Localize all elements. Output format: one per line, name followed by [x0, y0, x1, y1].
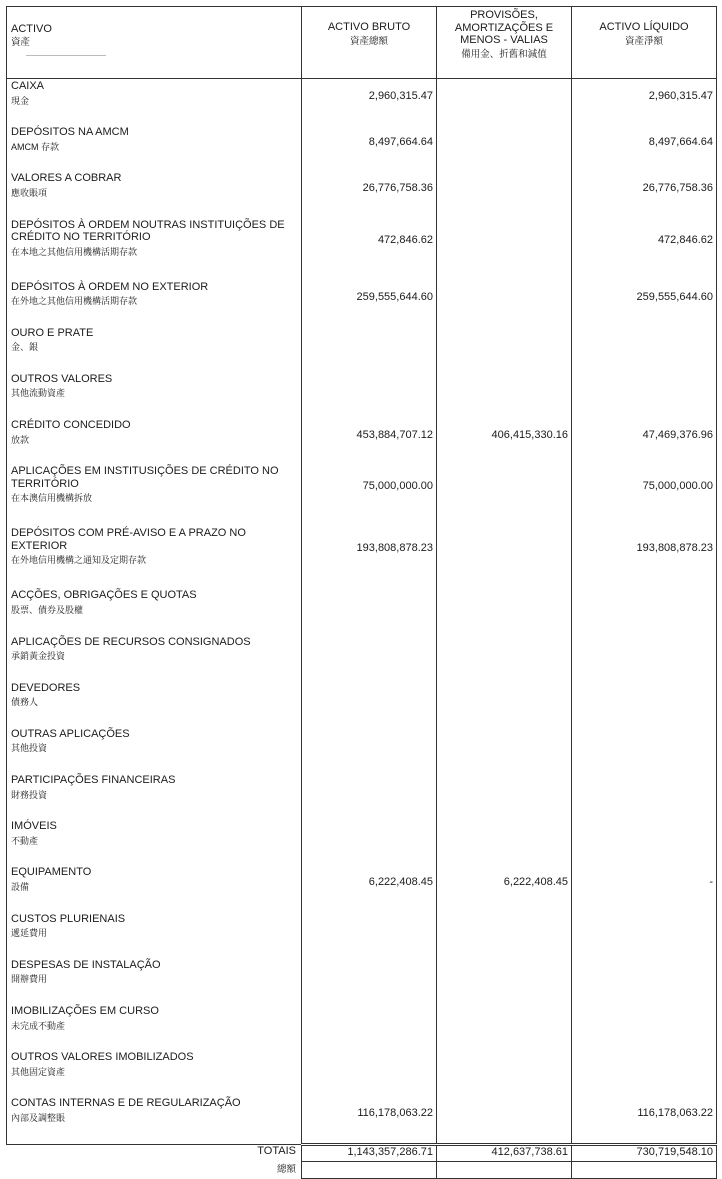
row-label-pt: CAIXA [11, 80, 45, 92]
row-label-pt: VALORES A COBRAR [11, 172, 122, 185]
table-row [7, 1004, 717, 1050]
rows-body [7, 79, 717, 1145]
row-label [7, 865, 302, 911]
row-label-pt: DEPÓSITOS À ORDEM NOUTRAS INSTITUIÇÕES DE CRÉDITO NO TERRITÓRIO [11, 218, 285, 244]
table-row [7, 1096, 717, 1144]
row-label [7, 958, 302, 1004]
row-provisions: 6,222,408.45 [437, 865, 572, 911]
row-label-zh: 在本澳信用機構拆放 [11, 493, 93, 504]
row-gross [302, 635, 437, 681]
row-net [572, 326, 717, 372]
row-label [7, 912, 302, 958]
table-row [7, 727, 717, 773]
header-activo-bruto [302, 7, 437, 79]
totals-label: TOTAIS [257, 1144, 296, 1157]
row-label-pt: DEVEDORES [11, 681, 81, 694]
row-provisions [437, 280, 572, 326]
row-gross: 6,222,408.45 [302, 865, 437, 911]
row-label [7, 773, 302, 819]
table-row [7, 912, 717, 958]
table-row [7, 819, 717, 865]
row-provisions [437, 79, 572, 126]
row-net: 472,846.62 [572, 218, 717, 280]
row-net [572, 588, 717, 634]
header-activo [7, 7, 302, 79]
header-gross-zh: 資產總額 [349, 35, 388, 47]
row-net [572, 727, 717, 773]
row-label [7, 418, 302, 464]
table-row [7, 588, 717, 634]
row-label-zh: 現金 [11, 95, 30, 106]
row-label-pt: OURO E PRATE [11, 326, 94, 339]
row-label [7, 464, 302, 526]
row-net [572, 635, 717, 681]
row-label-pt: OUTRAS APLICAÇÕES [11, 727, 130, 740]
row-label-zh: 其他流動資產 [11, 388, 66, 399]
totals-provisions-blank [437, 1161, 572, 1178]
row-net [572, 681, 717, 727]
table-row [7, 1050, 717, 1096]
row-net: - [572, 865, 717, 911]
row-label-zh: 承銷黃金投資 [11, 651, 66, 661]
row-provisions [437, 526, 572, 588]
row-gross: 259,555,644.60 [302, 280, 437, 326]
row-label-pt: OUTROS VALORES IMOBILIZADOS [11, 1051, 194, 1064]
row-label-zh: 應收賬項 [11, 187, 48, 198]
header-net-pt: ACTIVO LÍQUIDO [599, 21, 689, 33]
row-label-pt: APLICAÇÕES EM INSTITUSIÇÕES DE CRÉDITO NO TERRITÓRIO [11, 465, 279, 490]
row-net [572, 372, 717, 418]
header-activo-pt: ACTIVO [11, 23, 52, 35]
row-label-zh: AMCM 存款 [11, 141, 59, 152]
header-prov-zh: 備用金、折舊和減值 [461, 48, 547, 60]
totals-gross: 1,143,357,286.71 [302, 1144, 437, 1161]
row-label-pt: CRÉDITO CONCEDIDO [11, 419, 131, 432]
totals-label-zh: 總額 [276, 1164, 296, 1176]
row-label [7, 681, 302, 727]
row-provisions [437, 912, 572, 958]
row-net: 8,497,664.64 [572, 125, 717, 171]
row-label-pt: ACÇÕES, OBRIGAÇÕES E QUOTAS [11, 589, 197, 602]
row-provisions [437, 1096, 572, 1144]
table-row [7, 125, 717, 171]
row-label-zh: 遞延費用 [11, 928, 48, 939]
row-label [7, 326, 302, 372]
row-label-pt: CONTAS INTERNAS E DE REGULARIZAÇÃO [11, 1097, 241, 1110]
row-label [7, 79, 302, 126]
header-prov-pt-1: PROVISÕES, [470, 9, 538, 21]
row-net [572, 912, 717, 958]
header-activo-liquido [572, 7, 717, 79]
row-label-zh: 放款 [11, 434, 30, 445]
row-label-zh: 在本地之其他信用機構活期存款 [11, 246, 138, 257]
row-gross: 116,178,063.22 [302, 1096, 437, 1144]
row-label-pt: APLICAÇÕES DE RECURSOS CONSIGNADOS [11, 635, 251, 648]
row-gross: 453,884,707.12 [302, 418, 437, 464]
totals-row-zh [7, 1161, 717, 1178]
row-net: 75,000,000.00 [572, 464, 717, 526]
row-label-zh: 在外地之其他信用機構活期存款 [11, 296, 138, 307]
row-label-zh: 開辦費用 [11, 974, 48, 985]
row-provisions [437, 464, 572, 526]
row-label [7, 1050, 302, 1096]
row-net [572, 1050, 717, 1096]
table-row [7, 280, 717, 326]
row-gross [302, 773, 437, 819]
row-net: 2,960,315.47 [572, 79, 717, 126]
row-label-zh: 財務投資 [11, 789, 48, 800]
row-label [7, 727, 302, 773]
row-gross: 2,960,315.47 [302, 79, 437, 126]
row-provisions [437, 326, 572, 372]
row-label-pt: IMÓVEIS [11, 820, 57, 833]
row-net: 26,776,758.36 [572, 171, 717, 217]
table-row [7, 218, 717, 280]
header-prov-pt-3: MENOS - VALIAS [460, 34, 548, 46]
table-row [7, 171, 717, 217]
row-label-pt: DEPÓSITOS COM PRÉ-AVISO E A PRAZO NO EXTERIOR [11, 527, 246, 552]
row-label-zh: 其他投資 [11, 743, 48, 754]
row-label [7, 635, 302, 681]
row-label [7, 372, 302, 418]
row-label-zh: 不動產 [11, 835, 39, 846]
row-gross [302, 727, 437, 773]
row-net: 47,469,376.96 [572, 418, 717, 464]
row-label [7, 125, 302, 171]
table-row [7, 681, 717, 727]
header-provisoes [437, 7, 572, 79]
table-row [7, 635, 717, 681]
row-label [7, 526, 302, 588]
totals-net: 730,719,548.10 [572, 1144, 717, 1161]
row-net [572, 958, 717, 1004]
table-row [7, 773, 717, 819]
row-net [572, 1004, 717, 1050]
row-label-pt: EQUIPAMENTO [11, 866, 92, 879]
row-gross: 8,497,664.64 [302, 125, 437, 171]
header-activo-zh: 資產 [11, 37, 31, 48]
row-gross [302, 1004, 437, 1050]
header-prov-pt-2: AMORTIZAÇÕES E [454, 21, 554, 34]
row-net [572, 819, 717, 865]
row-label-zh: 債務人 [11, 697, 39, 708]
row-gross: 26,776,758.36 [302, 171, 437, 217]
row-label-pt: DEPÓSITOS À ORDEM NO EXTERIOR [11, 280, 209, 293]
row-label [7, 218, 302, 280]
row-provisions [437, 372, 572, 418]
header-net-zh: 資產淨額 [624, 35, 663, 47]
row-label-zh: 金、銀 [11, 342, 39, 353]
row-provisions: 406,415,330.16 [437, 418, 572, 464]
row-provisions [437, 1004, 572, 1050]
row-provisions [437, 773, 572, 819]
row-provisions [437, 1050, 572, 1096]
header-row [7, 7, 717, 79]
row-net: 193,808,878.23 [572, 526, 717, 588]
table-row [7, 958, 717, 1004]
table-row [7, 526, 717, 588]
row-gross [302, 1050, 437, 1096]
row-gross [302, 588, 437, 634]
row-gross [302, 326, 437, 372]
row-net: 259,555,644.60 [572, 280, 717, 326]
totals-net-blank [572, 1161, 717, 1178]
row-provisions [437, 958, 572, 1004]
row-provisions [437, 635, 572, 681]
row-gross [302, 819, 437, 865]
row-provisions [437, 171, 572, 217]
balance-sheet [6, 6, 716, 1179]
row-label-pt: CUSTOS PLURIENAIS [11, 912, 126, 925]
row-gross: 75,000,000.00 [302, 464, 437, 526]
row-provisions [437, 218, 572, 280]
totals-gross-blank [302, 1161, 437, 1178]
row-label-zh: 未完成不動產 [11, 1020, 66, 1031]
row-provisions [437, 727, 572, 773]
row-label-pt: IMOBILIZAÇÕES EM CURSO [11, 1005, 159, 1017]
row-label [7, 280, 302, 326]
table-row [7, 79, 717, 126]
row-net [572, 773, 717, 819]
row-label-pt: OUTROS VALORES [11, 372, 113, 385]
header-divider [26, 55, 106, 56]
row-label-zh: 內部及調整賬 [11, 1112, 66, 1123]
row-gross [302, 958, 437, 1004]
row-gross: 193,808,878.23 [302, 526, 437, 588]
row-label-zh: 設備 [11, 881, 30, 892]
row-label [7, 171, 302, 217]
row-label-zh: 在外地信用機構之通知及定期存款 [11, 555, 147, 566]
table-row [7, 326, 717, 372]
row-provisions [437, 588, 572, 634]
row-label [7, 588, 302, 634]
row-provisions [437, 819, 572, 865]
row-label-zh: 股票、債券及股權 [11, 604, 84, 615]
row-label-pt: DESPESAS DE INSTALAÇÃO [11, 958, 161, 971]
totals-provisions: 412,637,738.61 [437, 1144, 572, 1161]
row-gross: 472,846.62 [302, 218, 437, 280]
row-label [7, 1004, 302, 1050]
row-gross [302, 912, 437, 958]
balance-sheet-table [6, 6, 717, 1179]
table-row [7, 372, 717, 418]
row-label-pt: PARTICIPAÇÕES FINANCEIRAS [11, 774, 176, 787]
row-provisions [437, 125, 572, 171]
row-gross [302, 372, 437, 418]
row-label [7, 819, 302, 865]
totals-row [7, 1144, 717, 1161]
header-gross-pt: ACTIVO BRUTO [327, 21, 411, 33]
row-label [7, 1096, 302, 1144]
table-row [7, 418, 717, 464]
row-label-pt: DEPÓSITOS NA AMCM [11, 126, 129, 139]
row-label-zh: 其他固定資產 [11, 1066, 66, 1077]
row-gross [302, 681, 437, 727]
table-row [7, 865, 717, 911]
table-row [7, 464, 717, 526]
row-net: 116,178,063.22 [572, 1096, 717, 1144]
row-provisions [437, 681, 572, 727]
